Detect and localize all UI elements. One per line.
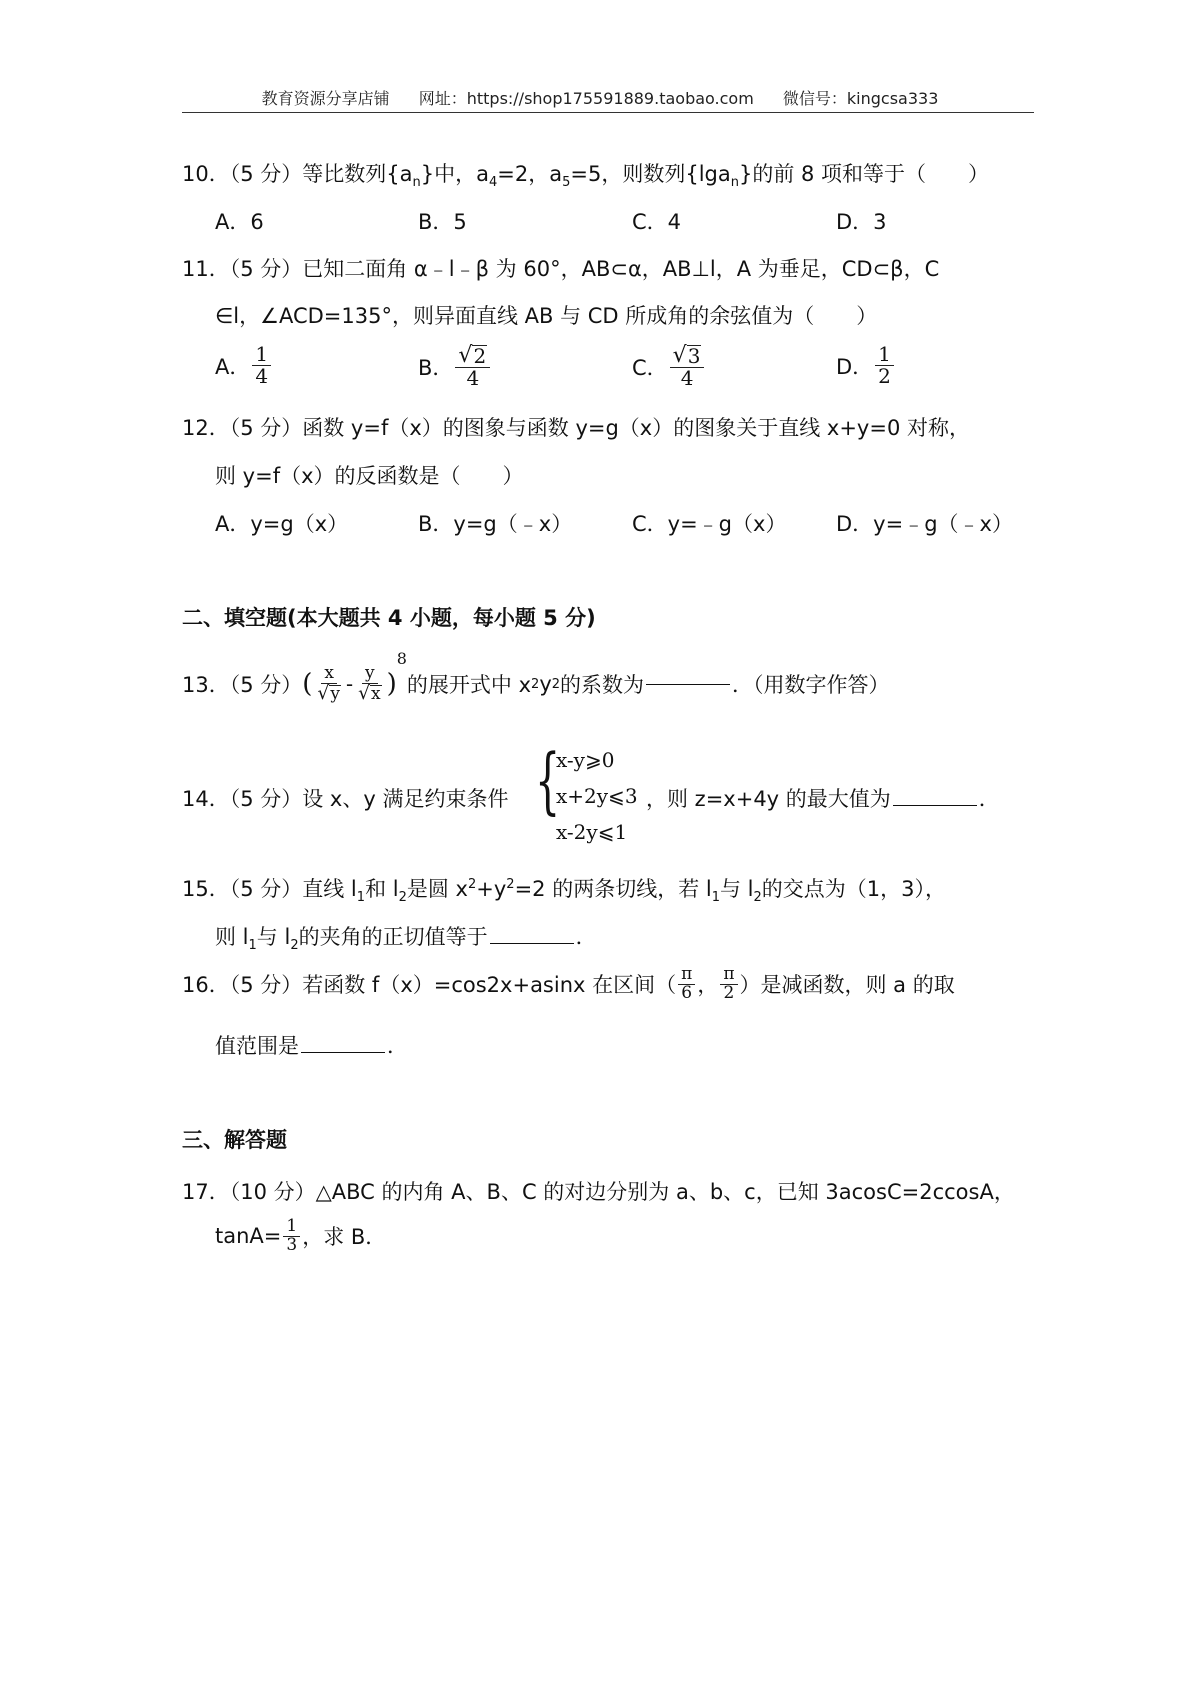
question-14-suffix: ，则 z=x+4y 的最大值为 ．: [646, 787, 1000, 811]
q10-option-d: D．3: [836, 210, 887, 234]
question-17-line1: 17．（10 分）△ABC 的内角 A、B、C 的对边分别为 a、b、c，已知 3acosC=2ccosA，: [182, 1180, 1015, 1204]
question-12-line1: 12．（5 分）函数 y=f（x）的图象与函数 y=g（x）的图象关于直线 x+y=0 对称，: [182, 416, 970, 440]
question-17-line2: tanA= $\frac{1}{3}$ ，求 B．: [215, 1216, 387, 1255]
q14-constraint-3: x-2y⩽1: [556, 820, 628, 844]
q14-answer-blank: [893, 804, 977, 806]
question-15-line1: 15．（5 分）直线 $l_1$和 $l_2$是圆 $x^2+y^2=2$ 的两条切线，若 $l_1$与 $l_2$的交点为（1，3），: [182, 877, 947, 906]
q11-option-d: D． $\frac{1}{2}$: [836, 344, 896, 387]
page-header: [0, 86, 1200, 109]
q13-answer-blank: [646, 683, 730, 685]
q12-option-a: A．y=g（x）: [215, 512, 349, 536]
question-11-line2: ∈l，∠ACD=135°，则异面直线 AB 与 CD 所成角的余弦值为（ ）: [215, 304, 878, 328]
q12-option-b: B．y=g（﹣x）: [418, 512, 573, 536]
q16-answer-blank: [301, 1051, 385, 1053]
header-url: 网址：https://shop175591889.taobao.com: [418, 89, 754, 108]
q12-option-c: C．y=﹣g（x）: [632, 512, 787, 536]
q10-option-c: C．4: [632, 210, 682, 234]
q11-option-c: C． √ 3 4: [632, 344, 706, 389]
question-13: 13．（5 分） ( x √ y - y √ x ) 8 的展开式中 x 2 y 2 的系数为 ．（用数字作答）: [182, 648, 890, 704]
q14-constraint-2: x+2y⩽3: [556, 784, 638, 808]
q14-constraint-1: x-y⩾0: [556, 748, 615, 772]
question-10: 10．（5 分）等比数列$\{a_n\}$中，$a_4=2$，$a_5=5$，则数列{lga$_n$}的前 8 项和等于（ ）: [182, 162, 990, 191]
question-12-line2: 则 y=f（x）的反函数是（ ）: [215, 464, 524, 488]
q10-option-b: B．5: [418, 210, 467, 234]
q12-option-d: D．y=﹣g（﹣x）: [836, 512, 1013, 536]
q11-option-a: A． $\frac{1}{4}$: [215, 344, 273, 387]
header-wechat: 微信号：kingcsa333: [782, 89, 939, 108]
question-14-prefix: 14．（5 分）设 x、y 满足约束条件: [182, 787, 509, 811]
q11-option-b: B． √ 2 4: [418, 344, 492, 389]
q15-answer-blank: [490, 942, 574, 944]
question-15-line2: 则 $l_1$与 $l_2$的夹角的正切值等于 ．: [215, 925, 597, 954]
q10-option-a: A．6: [215, 210, 264, 234]
question-16-line2: 值范围是 ．: [215, 1034, 408, 1058]
section-3-title: 三、解答题: [182, 1128, 287, 1152]
q14-brace: {: [535, 738, 561, 822]
question-16-line1: 16．（5 分）若函数 f（x）=cos2x+asinx 在区间（ $\frac{\pi}{6}$ ， $\frac{\pi}{2}$ ）是减函数，则 a 的取: [182, 964, 955, 1003]
question-11-line1: 11．（5 分）已知二面角 α﹣l﹣β 为 60°，AB⊂α，AB⊥l，A 为垂足，CD⊂β，C: [182, 257, 940, 281]
header-shop: 教育资源分享店铺: [261, 89, 390, 108]
section-2-title: 二、填空题(本大题共 4 小题，每小题 5 分): [182, 606, 596, 630]
header-rule: [182, 112, 1034, 113]
